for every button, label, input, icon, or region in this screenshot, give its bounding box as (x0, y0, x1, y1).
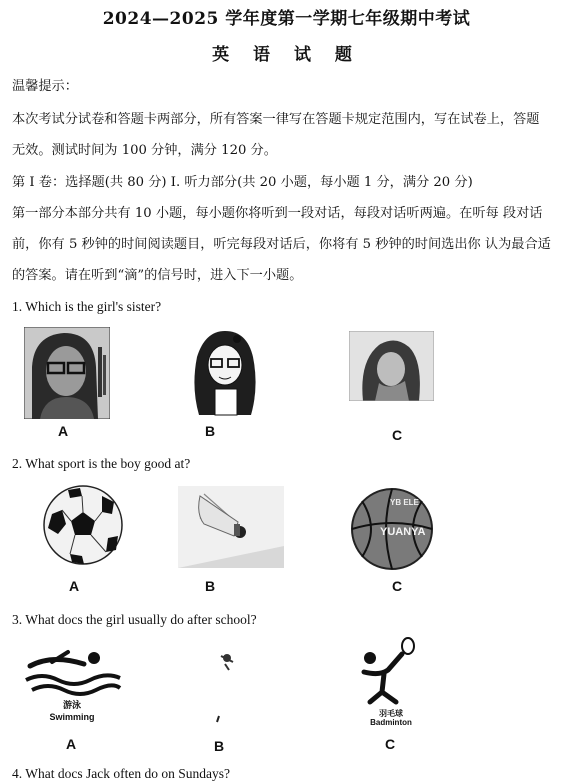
option-label: B (214, 738, 225, 754)
option-label: A (58, 423, 69, 439)
shuttlecock-b-image (178, 486, 284, 568)
badminton-caption-en: Badminton (370, 718, 412, 726)
tips-label: 温馨提示： (12, 79, 78, 94)
option-label: B (205, 423, 216, 439)
swimming-a-image (22, 644, 122, 724)
instruction-line: 本次考试分试卷和答题卡两部分，所有答案一律写在答题卡规定范围内，写在试卷上，答题 (12, 112, 540, 127)
instruction-line: 前，你有 5 秒钟的时间阅读题目，听完每段对话后，你将有 5 秒钟的时间选出你 认为最合适 (12, 237, 551, 252)
option-label: B (205, 578, 216, 594)
instruction-line: 第一部分本部分共有 10 小题，每小题你将听到一段对话，每段对话听两遍。在听每 段对话 (12, 206, 543, 221)
girl-photo-a-image (24, 327, 110, 419)
girl-cartoon-b-image (185, 327, 265, 417)
girl-photo-c-image (349, 331, 434, 401)
option-label: C (392, 578, 403, 594)
question-1: 1. Which is the girl's sister? (12, 299, 162, 314)
basketball-c-image (350, 487, 434, 571)
option-label: C (392, 427, 403, 443)
badminton-caption-cn: 羽毛球 (379, 709, 403, 718)
basketball-brand-text: YB ELE (390, 498, 419, 507)
question-2: 2. What sport is the boy good at? (12, 456, 191, 471)
question-3: 3. What docs the girl usually do after school? (12, 612, 257, 627)
soccer-ball-a-image (42, 484, 124, 566)
faded-figure-b-image (205, 648, 245, 728)
option-label: A (66, 736, 77, 752)
badminton-c-image (356, 636, 426, 726)
basketball-brand-text: YUANYA (380, 526, 426, 538)
option-label: A (69, 578, 80, 594)
swimming-caption-en: Swimming (49, 712, 95, 722)
exam-subtitle: 英 语 试 题 (212, 45, 361, 65)
option-label: C (385, 736, 396, 752)
exam-title: 2024—2025 学年度第一学期七年级期中考试 (102, 9, 471, 29)
swimming-caption-cn: 游泳 (62, 701, 82, 711)
question-4: 4. What docs Jack often do on Sundays? (12, 766, 230, 781)
section-heading: 第 I 卷：选择题(共 80 分) I. 听力部分(共 20 小题，每小题 1 分，满分 20 分) (12, 175, 473, 190)
instruction-line: 的答案。请在听到“滴”的信号时，进入下一小题。 (12, 268, 303, 283)
instruction-line: 无效。测试时间为 100 分钟，满分 120 分。 (12, 143, 277, 158)
